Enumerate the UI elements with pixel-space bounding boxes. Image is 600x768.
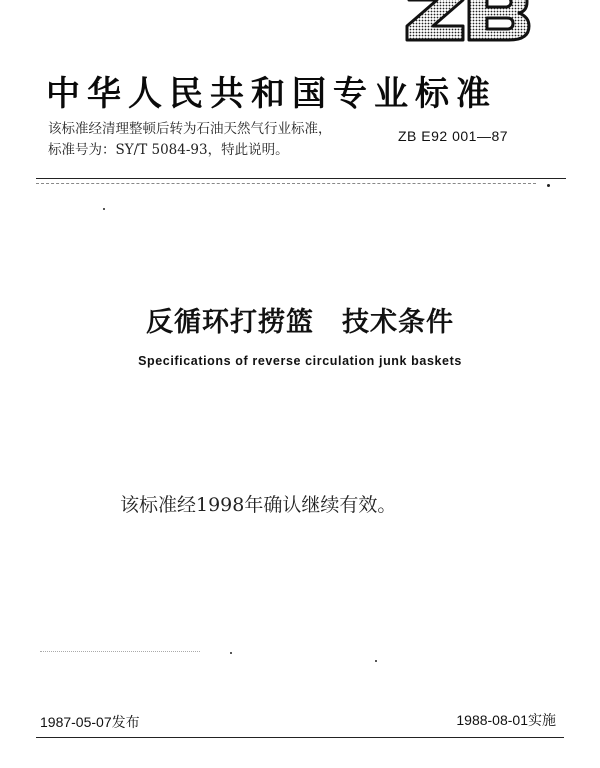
standard-code: ZB E92 001—87 bbox=[398, 128, 509, 144]
zb-logo bbox=[403, 0, 533, 42]
document-title-chinese: 反循环打捞篮 技术条件 bbox=[146, 307, 454, 338]
note-line-1: 该标准经清理整顿后转为石油天然气行业标准， bbox=[48, 121, 332, 137]
issue-date: 1987-05-07发布 bbox=[40, 714, 140, 730]
national-standard-title: 中华人民共和国专业标准 bbox=[46, 74, 497, 114]
implementation-date: 1988-08-01实施 bbox=[456, 712, 556, 728]
scan-speck bbox=[547, 184, 550, 187]
reclassification-note bbox=[48, 119, 332, 161]
scan-artifact-dots bbox=[40, 651, 200, 652]
footer-rule bbox=[36, 737, 564, 738]
document-title-english: Specifications of reverse circulation junk baskets bbox=[138, 354, 462, 368]
header-dashed-rule bbox=[36, 183, 536, 184]
scan-speck bbox=[103, 208, 105, 210]
header-rule bbox=[36, 178, 566, 179]
note-line-2: 标准号为：SY/T 5084-93，特此说明。 bbox=[48, 142, 289, 158]
confirmation-statement: 该标准经1998年确认继续有效。 bbox=[120, 494, 397, 516]
scan-speck bbox=[375, 660, 377, 662]
scan-speck bbox=[230, 652, 232, 654]
